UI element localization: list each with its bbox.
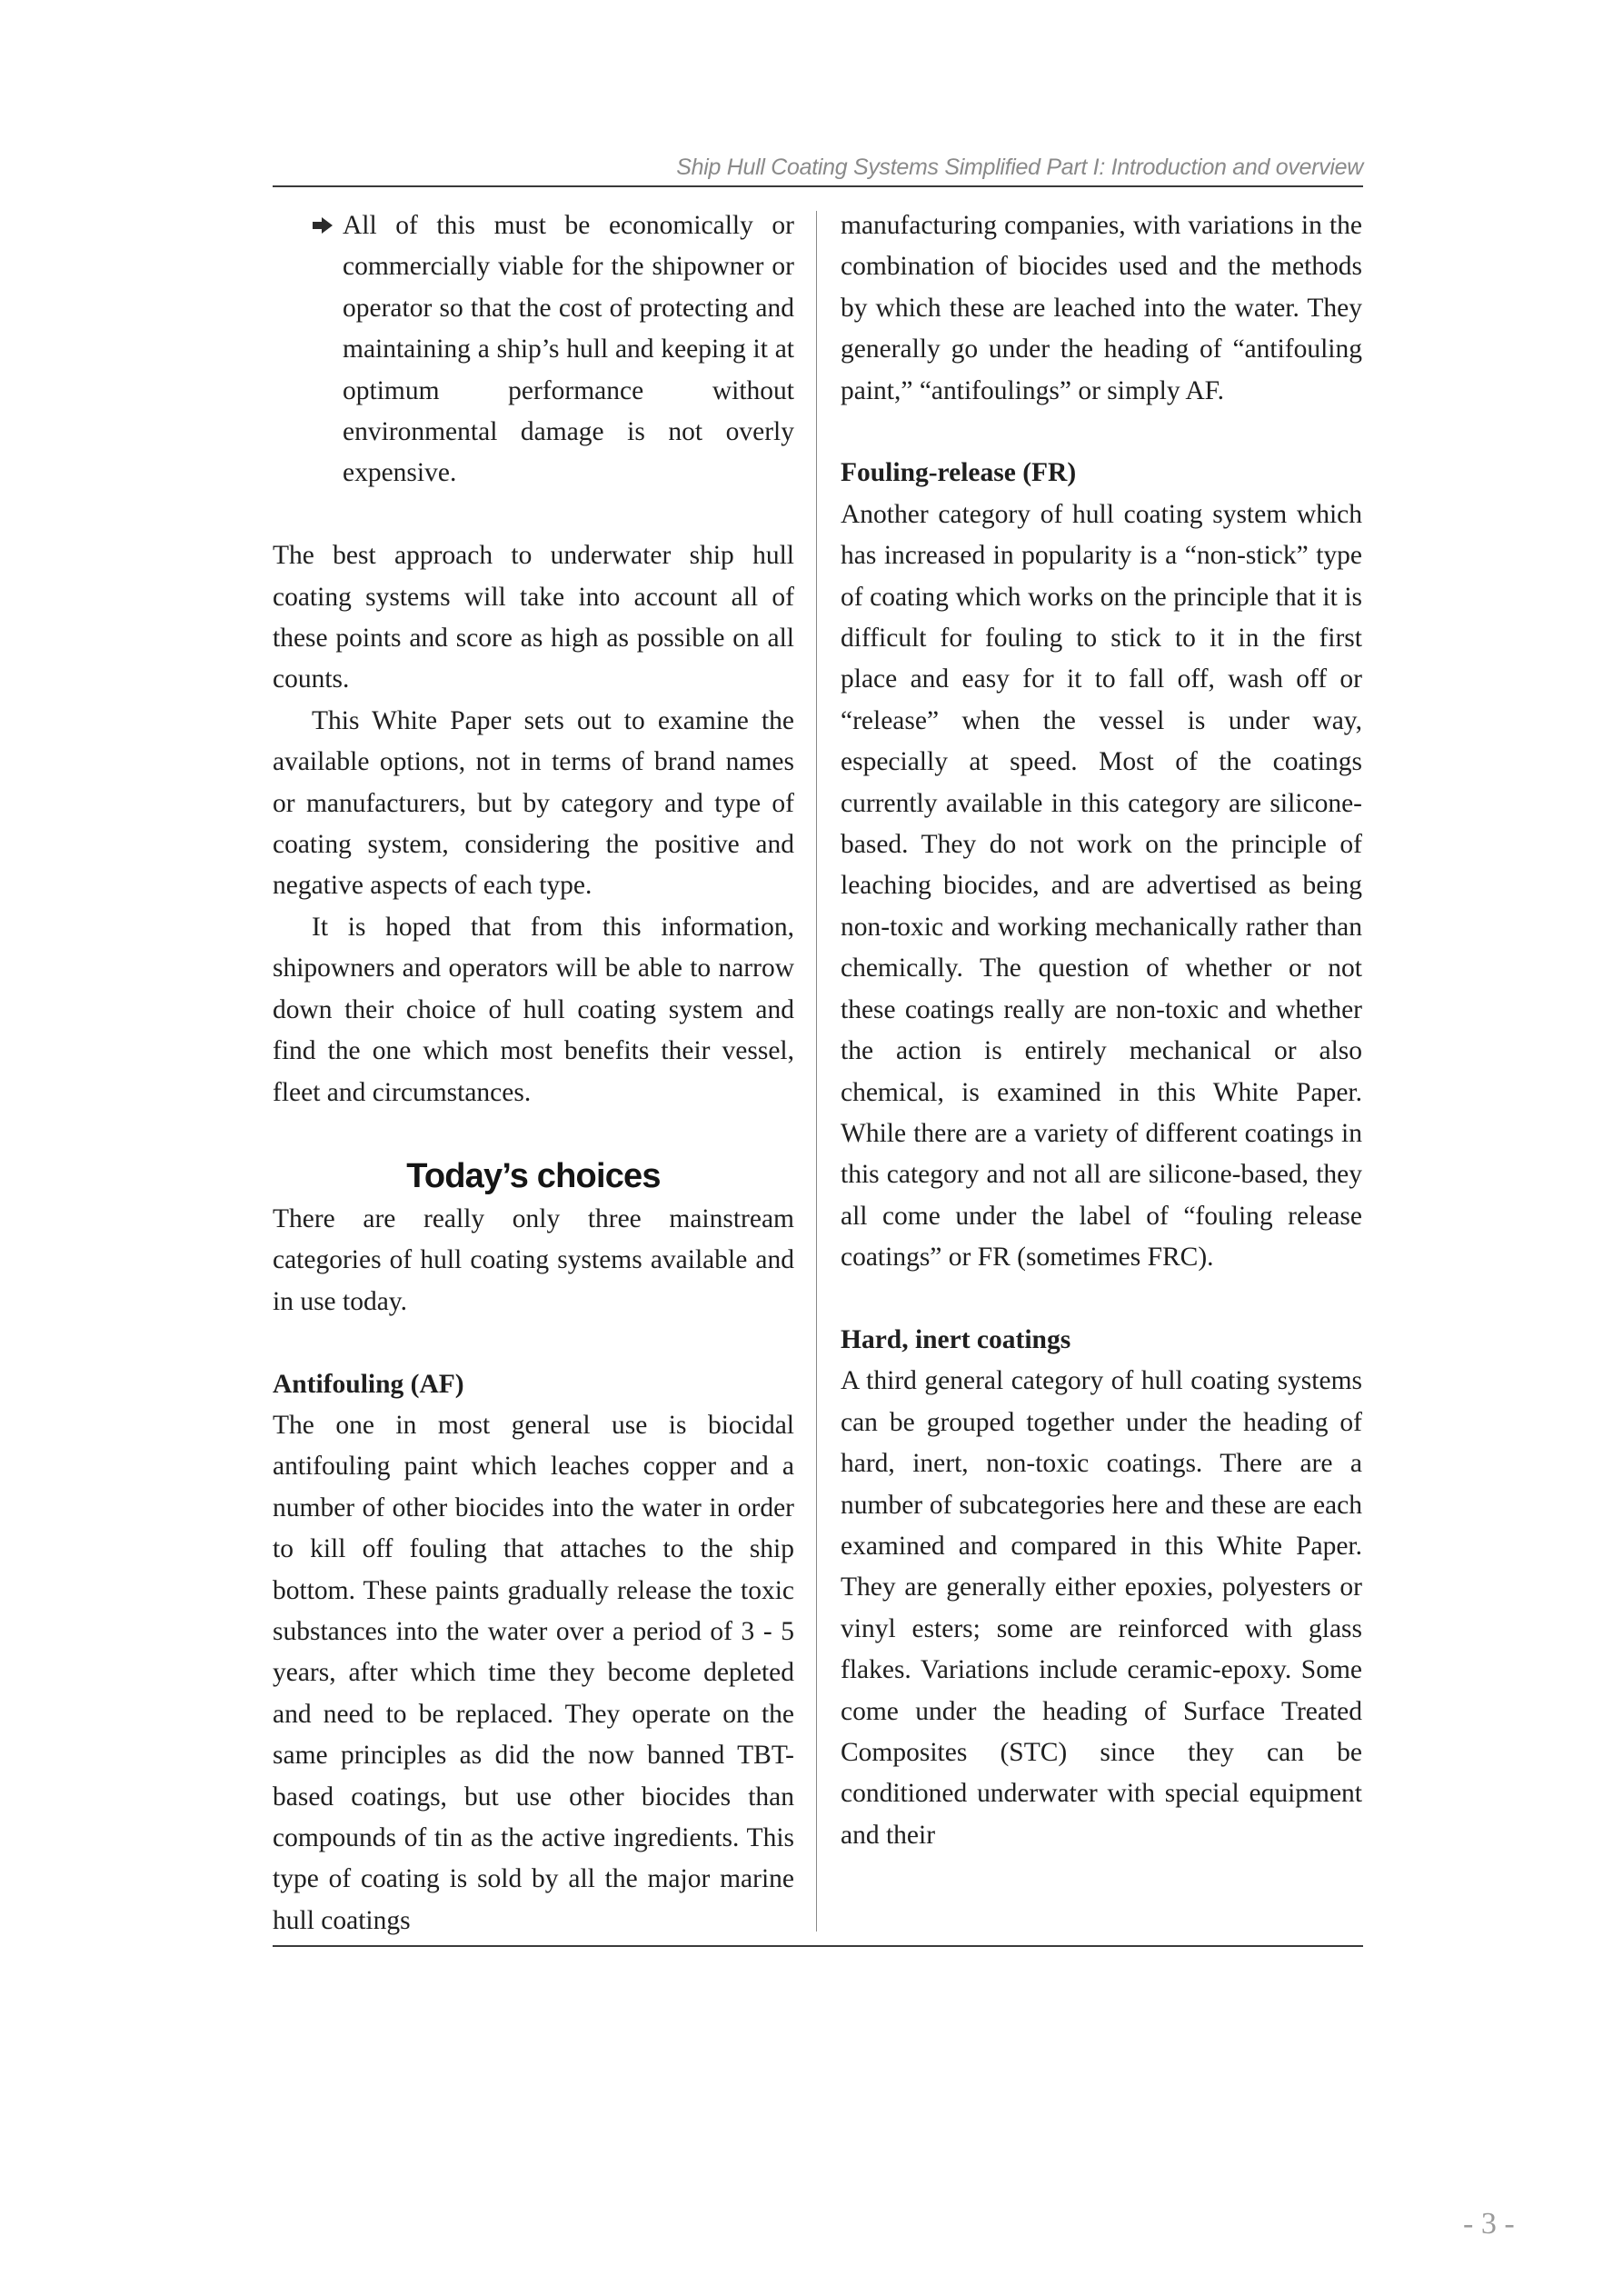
left-column — [273, 205, 794, 1942]
header-rule — [273, 185, 1363, 187]
paragraph: The one in most general use is biocidal antifouling paint which leaches copper and a number of other biocides into the water in order to kill off fouling that attaches to the ship bottom. These paints gradually release the toxic substances into the water over a period of 3 - 5 years, after which time they become depleted and need to be replaced. They operate on the same principles as did the now banned TBT-based coatings, but use other biocides than compounds of tin as the active ingredients. This type of coating is sold by all the major marine hull coatings — [273, 1410, 794, 1935]
footer-rule — [273, 1945, 1363, 1947]
bullet-item — [273, 205, 794, 494]
paragraph-gap — [841, 1279, 1362, 1320]
bullet-text: All of this must be economically or commercially viable for the shipowner or operator so that the cost of protecting and maintaining a ship’s hull and keeping it at optimum performance without environmental damage is not overly expensive. — [343, 211, 794, 488]
paragraph-gap — [273, 1323, 794, 1363]
paragraph: Another category of hull coating system which has increased in popularity is a “non-stick” type of coating which works on the principle that it is difficult for fouling to stick to it in the first place and easy for it to fall off, wash off or “release” when the vessel is under way, especially at speed. Most of the coatings currently available in this category are silicone-based. They do not work on the principle of leaching biocides, and are advertised as being non-toxic and working mechanically rather than chemically. The question of whether or not these coatings really are non-toxic and whether the action is entirely mechanical or also chemical, is examined in this White Paper. While there are a variety of different coatings in this category and not all are silicone-based, they all come under the label of “fouling release coatings” or FR (sometimes FRC). — [841, 499, 1362, 1273]
right-column — [841, 205, 1362, 1856]
subheading-antifouling: Antifouling (AF) — [273, 1369, 464, 1399]
paragraph: It is hoped that from this information, shipowners and operators will be able to narrow down their choice of hull coating system and find the one which most benefits their vessel, fleet and circumstances. — [273, 912, 794, 1107]
paragraph: This White Paper sets out to examine the available options, not in terms of brand names or manufacturers, but by category and type of coating system, considering the positive and negative aspects of each type. — [273, 705, 794, 901]
paragraph: The best approach to underwater ship hull coating systems will take into account all of these points and score as high as possible on all counts. — [273, 541, 794, 694]
column-divider — [816, 211, 817, 1932]
section-title: Today’s choices — [406, 1156, 661, 1195]
running-header: Ship Hull Coating Systems Simplified Part I: Introduction and overview — [676, 155, 1363, 180]
page-number: - 3 - — [1463, 2207, 1515, 2241]
subheading-hard-inert: Hard, inert coatings — [841, 1324, 1071, 1354]
subheading-fouling-release: Fouling-release (FR) — [841, 458, 1077, 488]
right-arrow-icon — [312, 216, 334, 235]
paragraph-gap — [273, 494, 794, 535]
paragraph: manufacturing companies, with variations in the combination of biocides used and the methods by which these are leached into the water. They generally go under the heading of “antifouling paint,” “antifoulings” or simply AF. — [841, 211, 1362, 405]
paragraph: A third general category of hull coating systems can be grouped together under the heading of hard, inert, non-toxic coatings. There are a number of subcategories here and these are each examined and compared in this White Paper. They are generally either epoxies, polyesters or vinyl esters; some are reinforced with glass flakes. Variations include ceramic-epoxy. Some come under the heading of Surface Treated Composites (STC) since they can be conditioned underwater with special equipment and their — [841, 1366, 1362, 1850]
paragraph-gap — [841, 412, 1362, 453]
paragraph: There are really only three mainstream categories of hull coating systems available and in use today. — [273, 1203, 794, 1316]
